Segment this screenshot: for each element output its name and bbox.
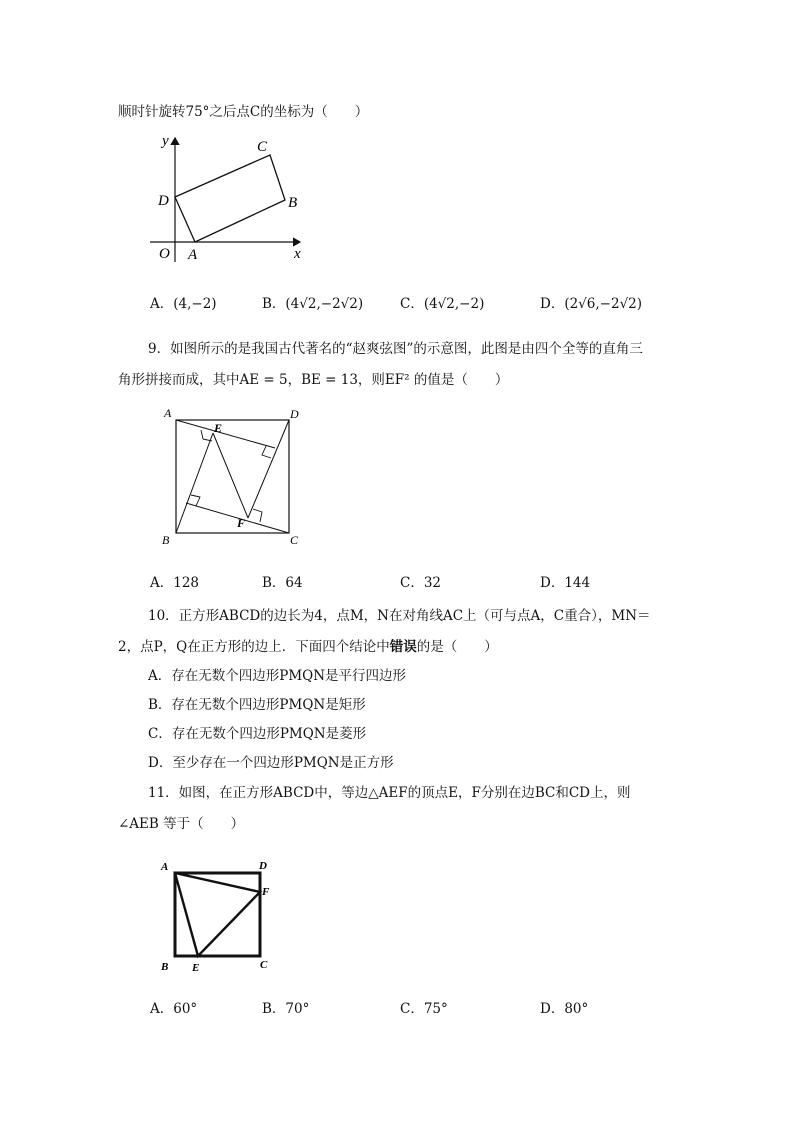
label-A: A (188, 247, 198, 263)
q8-option-b[interactable]: B．(4√2,−2√2) (262, 296, 364, 312)
q10-choice-b[interactable]: B．存在无数个四边形PMQN是矩形 (148, 697, 366, 713)
label-B: B (162, 533, 170, 547)
q11-stem-line1: 11．如图，在正方形ABCD中，等边△AEF的顶点E，F分别在边BC和CD上，则 (148, 785, 631, 801)
label-F: F (262, 886, 270, 898)
q9-option-a[interactable]: A．128 (150, 575, 200, 591)
label-A: A (164, 406, 172, 420)
label-x: x (294, 246, 301, 262)
q9-stem-line1: 9．如图所示的是我国古代著名的“赵爽弦图”的示意图，此图是由四个全等的直角三 (148, 341, 643, 357)
label-F: F (237, 516, 246, 530)
q10-stem-emphasis: 错误 (389, 639, 417, 655)
equilateral-triangle-AEF (175, 873, 260, 956)
q10-stem-line2-part3: 的是（ ） (416, 639, 498, 655)
q10-stem-line1: 10．正方形ABCD的边长为4，点M，N在对角线AC上（可与点A，C重合），MN＝ (148, 608, 651, 624)
q9-option-c[interactable]: C．32 (400, 575, 442, 591)
label-D: D (259, 860, 267, 872)
square-ABCD (175, 873, 260, 956)
label-A: A (161, 861, 169, 873)
label-C: C (257, 139, 268, 155)
q10-stem-line2-part1: 2，点P，Q在正方形的边上．下面四个结论中 (118, 639, 390, 655)
label-y: y (162, 133, 169, 149)
label-O: O (159, 246, 170, 262)
q10-choice-a[interactable]: A．存在无数个四边形PMQN是平行四边形 (148, 668, 407, 684)
q11-option-c[interactable]: C．75° (400, 1001, 448, 1017)
q10-choice-d[interactable]: D．至少存在一个四边形PMQN是正方形 (148, 755, 394, 771)
q11-option-b[interactable]: B．70° (262, 1001, 310, 1017)
label-E: E (192, 962, 200, 974)
label-D: D (158, 193, 169, 209)
label-B: B (161, 961, 169, 973)
label-C: C (290, 533, 299, 547)
q11-option-a[interactable]: A．60° (150, 1001, 198, 1017)
label-C: C (260, 959, 268, 971)
q8-option-c[interactable]: C．(4√2,−2) (400, 296, 485, 312)
q8-stem-tail: 顺时针旋转75°之后点C的坐标为（ ） (118, 104, 369, 120)
q9-option-d[interactable]: D．144 (540, 575, 591, 591)
q9-option-b[interactable]: B．64 (262, 575, 303, 591)
q8-option-d[interactable]: D．(2√6,−2√2) (540, 296, 643, 312)
q11-option-d[interactable]: D．80° (540, 1001, 589, 1017)
q9-stem-line2: 角形拼接而成，其中AE = 5，BE = 13，则EF² 的值是（ ） (118, 372, 509, 388)
label-E: E (214, 421, 223, 435)
label-B: B (288, 195, 298, 211)
q8-option-a[interactable]: A．(4,−2) (150, 296, 217, 312)
q11-stem-line2: ∠AEB 等于（ ） (118, 816, 245, 832)
q10-choice-c[interactable]: C．存在无数个四边形PMQN是菱形 (148, 726, 367, 742)
label-D: D (290, 407, 299, 421)
